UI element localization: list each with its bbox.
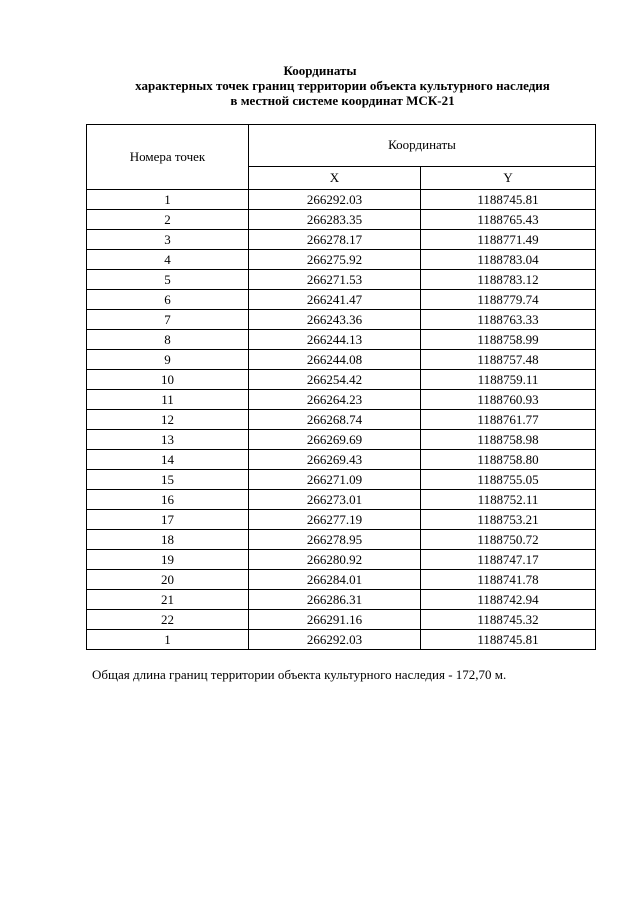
y-coordinate-cell: 1188771.49: [421, 230, 596, 250]
point-number-cell: 6: [87, 290, 249, 310]
x-coordinate-cell: 266268.74: [249, 410, 421, 430]
x-coordinate-cell: 266283.35: [249, 210, 421, 230]
x-coordinate-cell: 266275.92: [249, 250, 421, 270]
point-number-cell: 18: [87, 530, 249, 550]
x-coordinate-cell: 266271.09: [249, 470, 421, 490]
header-point-numbers: Номера точек: [87, 125, 249, 190]
x-coordinate-cell: 266271.53: [249, 270, 421, 290]
document-title: [0, 63, 640, 108]
coordinates-table: [86, 124, 596, 650]
table-row: [87, 330, 596, 350]
y-coordinate-cell: 1188753.21: [421, 510, 596, 530]
table-row: [87, 490, 596, 510]
point-number-cell: 20: [87, 570, 249, 590]
y-coordinate-cell: 1188755.05: [421, 470, 596, 490]
point-number-cell: 1: [87, 630, 249, 650]
x-coordinate-cell: 266244.08: [249, 350, 421, 370]
title-line-2: характерных точек границ территории объекта культурного наследия: [135, 78, 550, 93]
header-x: X: [249, 166, 421, 189]
y-coordinate-cell: 1188745.32: [421, 610, 596, 630]
point-number-cell: 8: [87, 330, 249, 350]
point-number-cell: 5: [87, 270, 249, 290]
point-number-cell: 1: [87, 190, 249, 210]
table-row: [87, 450, 596, 470]
point-number-cell: 11: [87, 390, 249, 410]
point-number-cell: 9: [87, 350, 249, 370]
total-length-note: Общая длина границ территории объекта культурного наследия - 172,70 м.: [92, 667, 507, 682]
x-coordinate-cell: 266243.36: [249, 310, 421, 330]
table-row: [87, 590, 596, 610]
table-row: [87, 250, 596, 270]
x-coordinate-cell: 266273.01: [249, 490, 421, 510]
x-coordinate-cell: 266286.31: [249, 590, 421, 610]
x-coordinate-cell: 266241.47: [249, 290, 421, 310]
y-coordinate-cell: 1188752.11: [421, 490, 596, 510]
y-coordinate-cell: 1188745.81: [421, 630, 596, 650]
table-row: [87, 310, 596, 330]
title-line-3: в местной системе координат МСК-21: [230, 93, 455, 108]
table-row: [87, 390, 596, 410]
y-coordinate-cell: 1188745.81: [421, 190, 596, 210]
table-row: [87, 230, 596, 250]
table-row: [87, 370, 596, 390]
point-number-cell: 17: [87, 510, 249, 530]
y-coordinate-cell: 1188747.17: [421, 550, 596, 570]
y-coordinate-cell: 1188741.78: [421, 570, 596, 590]
point-number-cell: 16: [87, 490, 249, 510]
y-coordinate-cell: 1188760.93: [421, 390, 596, 410]
x-coordinate-cell: 266291.16: [249, 610, 421, 630]
point-number-cell: 3: [87, 230, 249, 250]
x-coordinate-cell: 266278.95: [249, 530, 421, 550]
table-row: [87, 350, 596, 370]
x-coordinate-cell: 266292.03: [249, 190, 421, 210]
x-coordinate-cell: 266280.92: [249, 550, 421, 570]
x-coordinate-cell: 266269.69: [249, 430, 421, 450]
point-number-cell: 10: [87, 370, 249, 390]
table-row: [87, 550, 596, 570]
y-coordinate-cell: 1188758.98: [421, 430, 596, 450]
y-coordinate-cell: 1188783.12: [421, 270, 596, 290]
y-coordinate-cell: 1188783.04: [421, 250, 596, 270]
table-row: [87, 290, 596, 310]
x-coordinate-cell: 266284.01: [249, 570, 421, 590]
y-coordinate-cell: 1188758.80: [421, 450, 596, 470]
y-coordinate-cell: 1188761.77: [421, 410, 596, 430]
table-row: [87, 270, 596, 290]
table-row: [87, 530, 596, 550]
point-number-cell: 19: [87, 550, 249, 570]
table-row: [87, 210, 596, 230]
y-coordinate-cell: 1188759.11: [421, 370, 596, 390]
x-coordinate-cell: 266254.42: [249, 370, 421, 390]
point-number-cell: 13: [87, 430, 249, 450]
table-row: [87, 430, 596, 450]
x-coordinate-cell: 266292.03: [249, 630, 421, 650]
table-row: [87, 570, 596, 590]
point-number-cell: 7: [87, 310, 249, 330]
header-coordinates: Координаты: [249, 125, 596, 167]
y-coordinate-cell: 1188758.99: [421, 330, 596, 350]
point-number-cell: 2: [87, 210, 249, 230]
table-row: [87, 470, 596, 490]
x-coordinate-cell: 266244.13: [249, 330, 421, 350]
point-number-cell: 15: [87, 470, 249, 490]
y-coordinate-cell: 1188757.48: [421, 350, 596, 370]
point-number-cell: 4: [87, 250, 249, 270]
x-coordinate-cell: 266269.43: [249, 450, 421, 470]
x-coordinate-cell: 266277.19: [249, 510, 421, 530]
y-coordinate-cell: 1188779.74: [421, 290, 596, 310]
x-coordinate-cell: 266278.17: [249, 230, 421, 250]
point-number-cell: 12: [87, 410, 249, 430]
point-number-cell: 14: [87, 450, 249, 470]
y-coordinate-cell: 1188750.72: [421, 530, 596, 550]
x-coordinate-cell: 266264.23: [249, 390, 421, 410]
table-row: [87, 190, 596, 210]
y-coordinate-cell: 1188765.43: [421, 210, 596, 230]
point-number-cell: 21: [87, 590, 249, 610]
y-coordinate-cell: 1188742.94: [421, 590, 596, 610]
title-line-1: Координаты: [283, 63, 357, 78]
y-coordinate-cell: 1188763.33: [421, 310, 596, 330]
header-y: Y: [421, 166, 596, 189]
table-row: [87, 630, 596, 650]
table-row: [87, 610, 596, 630]
table-row: [87, 510, 596, 530]
table-row: [87, 410, 596, 430]
point-number-cell: 22: [87, 610, 249, 630]
